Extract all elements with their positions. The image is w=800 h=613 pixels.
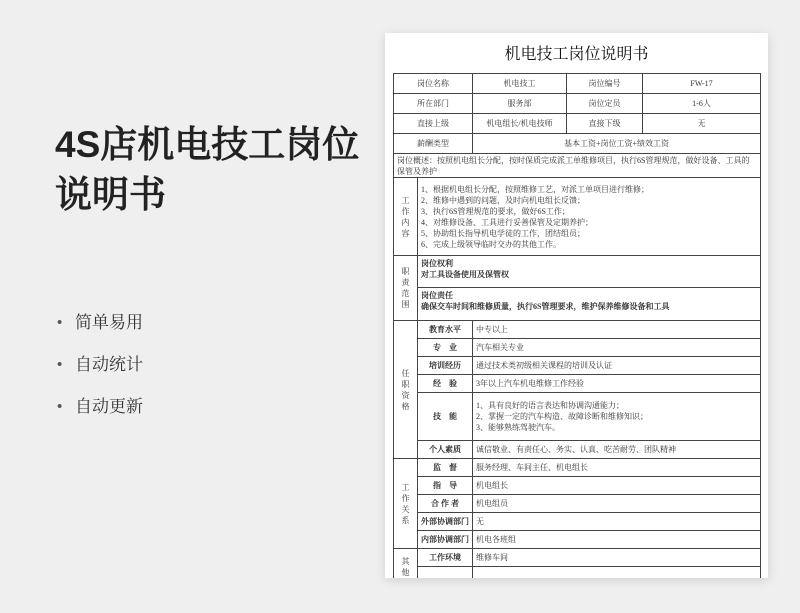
list-item: 4、对维修设备、工具进行妥善保管及定期养护； — [421, 217, 593, 227]
responsibility-text: 确保交车时间和维修质量，执行6S管理要求，维护保养维修设备和工具 — [421, 302, 670, 311]
bullet-icon: • — [57, 356, 63, 373]
feature-item: • 自动更新 — [57, 397, 143, 416]
table-row — [394, 567, 761, 579]
section-label-other: 其 他 — [394, 549, 418, 579]
bullet-icon: • — [57, 314, 63, 331]
document-preview — [385, 33, 768, 578]
table-row: 经 验 3年以上汽车机电维修工作经验 — [394, 375, 761, 393]
work-content-list — [418, 178, 761, 256]
section-label-work-content: 工 作 内 容 — [394, 178, 418, 256]
table-row: 技 能 1、具有良好的语言表达和协调沟通能力； 2、掌握一定的汽车构造、故障诊断和维修知识； 3、能够熟练驾驶汽车。 — [394, 393, 761, 441]
section-label-relation: 工 作 关 系 — [394, 459, 418, 549]
feature-item: • 自动统计 — [57, 355, 143, 374]
table-row — [394, 178, 761, 256]
table-row: 任 职 资 格 教育水平 中专以上 — [394, 321, 761, 339]
section-label-duty: 职 责 范 围 — [394, 256, 418, 321]
rights-text: 对工具设备使用及保管权 — [421, 270, 509, 279]
table-row: 合 作 者 机电组员 — [394, 495, 761, 513]
list-item: 5、协助组长指导机电学徒的工作，团结组员； — [421, 228, 585, 238]
table-row: 直接上级 机电组长/机电技师 直接下级 无 — [394, 114, 761, 134]
table-row: 所在部门 服务部 岗位定员 1-6人 — [394, 94, 761, 114]
document-title: 机电技工岗位说明书 — [504, 46, 649, 63]
table-row — [394, 256, 761, 288]
section-label-qualification: 任 职 资 格 — [394, 321, 418, 459]
table-row: 岗位名称 机电技工 岗位编号 FW-17 — [394, 74, 761, 94]
rights-title: 岗位权利 — [421, 259, 453, 268]
table-row — [394, 154, 761, 178]
table-row: 工 作 关 系 监 督 服务经理、车间主任、机电组长 — [394, 459, 761, 477]
list-item: 2、维修中遇到的问题，及时向机电组长反馈； — [421, 195, 585, 205]
table-row: 个人素质 诚信敬业、有责任心、务实、认真、吃苦耐劳、团队精神 — [394, 441, 761, 459]
table-row: 内部协调部门 机电各班组 — [394, 531, 761, 549]
job-description-table — [393, 73, 761, 578]
table-row — [394, 288, 761, 321]
table-row: 专 业 汽车相关专业 — [394, 339, 761, 357]
feature-item: • 简单易用 — [57, 313, 143, 332]
table-row: 指 导 机电组长 — [394, 477, 761, 495]
responsibility-title: 岗位责任 — [421, 291, 453, 300]
list-item: 1、根据机电组长分配，按照维修工艺，对派工单项目进行维修； — [421, 184, 649, 194]
job-summary: 岗位概述：按照机电组长分配，按时保质完成派工单维修项目，执行6S管理规范，做好设备、工具的保管及养护 — [394, 154, 761, 178]
table-row: 培训经历 通过技术类初级相关课程的培训及认证 — [394, 357, 761, 375]
table-row: 其 他 工作环境 维修车间 — [394, 549, 761, 567]
feature-list — [55, 312, 143, 438]
list-item: 3、执行6S管理规范的要求，做好6S工作； — [421, 206, 570, 216]
promo-title: 4S店机电技工岗位说明书 — [55, 124, 360, 215]
table-row: 外部协调部门 无 — [394, 513, 761, 531]
bullet-icon: • — [57, 398, 63, 415]
list-item: 6、完成上级领导临时交办的其他工作。 — [421, 239, 561, 249]
table-row: 薪酬类型 基本工资+岗位工资+绩效工资 — [394, 134, 761, 154]
